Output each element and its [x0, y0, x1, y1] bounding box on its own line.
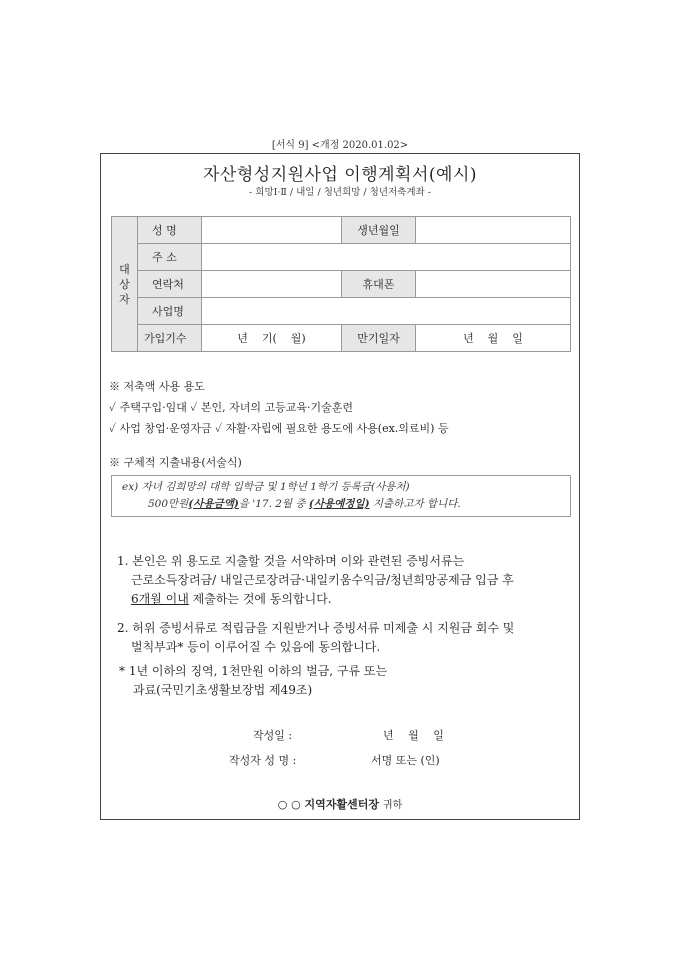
usage-heading: ※ 저축액 사용 용도 [109, 380, 205, 393]
example-line-2: 500만원(사용금액)을 '17. 2월 중 (사용예정일) 지출하고자 합니다. [148, 498, 461, 510]
usage-line-2: ✓ 사업 창업·운영자금 ✓ 자활·자립에 필요한 용도에 사용(ex.의료비) 등 [109, 422, 449, 435]
business-label: 사업명 [138, 298, 202, 325]
agreement-1: 1. 본인은 위 용도로 지출할 것을 서약하며 이와 관련된 증빙서류는 근로소득장려금/ 내일근로장려금·내일키움수익금/청년희망공제금 입금 후 6개월 이내 제출하는 것에 동의합니다. [117, 554, 514, 606]
birth-label: 생년월일 [342, 217, 416, 244]
name-label: 성 명 [138, 217, 202, 244]
period-label: 가입기수 [138, 325, 202, 352]
business-field[interactable] [202, 298, 571, 325]
address-field[interactable] [202, 244, 571, 271]
period-field[interactable]: 년 기( 월) [202, 325, 342, 352]
detail-example-box[interactable] [111, 475, 571, 517]
subject-side-label: 대 상 자 [112, 217, 138, 352]
date-label: 작성일 : [253, 729, 293, 742]
page-title: 자산형성지원사업 이행계획서(예시) [203, 165, 477, 185]
example-line-1: ex) 자녀 김희망의 대학 입학금 및 1학년 1학기 등록금(사용처) [122, 481, 410, 493]
contact-field[interactable] [202, 271, 342, 298]
detail-heading: ※ 구체적 지출내용(서술식) [109, 456, 242, 469]
signer-label: 작성자 성 명 : [229, 754, 297, 767]
penalty-note: * 1년 이하의 징역, 1천만원 이하의 벌금, 구류 또는 과료(국민기초생활보장법 제49조) [119, 664, 388, 697]
maturity-field[interactable]: 년 월 일 [416, 325, 571, 352]
date-field[interactable]: 년 월 일 [383, 729, 445, 742]
maturity-label: 만기일자 [342, 325, 416, 352]
mobile-field[interactable] [416, 271, 571, 298]
page-subtitle: - 희망Ⅰ·Ⅱ / 내일 / 청년희망 / 청년저축계좌 - [249, 187, 431, 198]
mobile-label: 휴대폰 [342, 271, 416, 298]
recipient: ○ ○ 지역자활센터장 귀하 [277, 798, 403, 811]
form-code: [서식 9] <개정 2020.01.02> [271, 140, 409, 151]
agreement-2: 2. 허위 증빙서류로 적립금을 지원받거나 증빙서류 미제출 시 지원금 회수 및 벌칙부과* 등이 이루어질 수 있음에 동의합니다. [117, 621, 515, 654]
usage-line-1: ✓ 주택구입·임대 ✓ 본인, 자녀의 고등교육·기술훈련 [109, 401, 354, 414]
address-label: 주 소 [138, 244, 202, 271]
signer-field[interactable]: 서명 또는 (인) [371, 754, 440, 767]
birth-field[interactable] [416, 217, 571, 244]
subject-info-table [111, 216, 571, 352]
form-frame [100, 153, 580, 820]
contact-label: 연락처 [138, 271, 202, 298]
name-field[interactable] [202, 217, 342, 244]
